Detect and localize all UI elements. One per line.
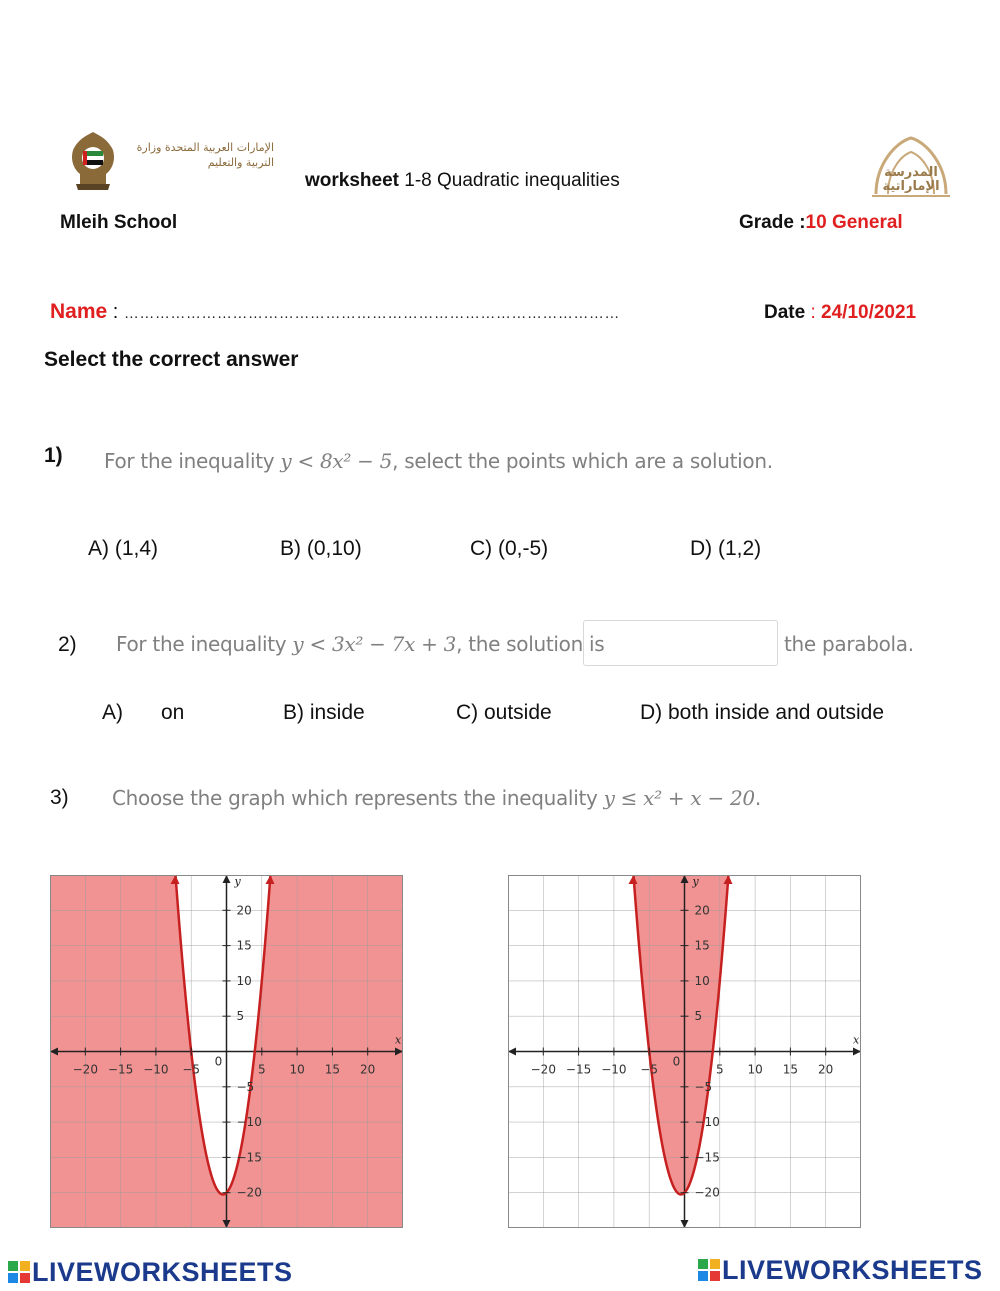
y-tick-label: −10 [694, 1115, 720, 1130]
x-tick-label: 20 [360, 1062, 376, 1077]
grade-field [739, 212, 903, 234]
x-tick-label: −10 [143, 1062, 169, 1077]
q2-option-d[interactable]: D) both inside and outside [640, 701, 884, 724]
y-tick-label: 15 [694, 938, 710, 953]
q3-math: y ≤ x² + x − 20 [603, 786, 755, 810]
q2-text-mid: , the solution is [456, 632, 605, 656]
q2-option-c[interactable]: C) outside [456, 701, 552, 724]
q1-option-d[interactable]: D) (1,2) [690, 537, 762, 560]
q1-option-b[interactable]: B) (0,10) [280, 537, 362, 560]
q2-text-post: the parabola. [784, 632, 914, 656]
y-tick-label: −15 [694, 1150, 720, 1165]
q1-option-c[interactable]: C) (0,-5) [470, 537, 549, 560]
q2-option-a-text[interactable]: on [161, 701, 185, 724]
date-separator: : [805, 302, 822, 323]
y-tick-label: −5 [236, 1079, 255, 1094]
name-line [50, 300, 620, 324]
grade-value: 10 General [805, 212, 903, 233]
liveworksheets-logo-right [698, 1255, 983, 1286]
q3-number: 3) [50, 786, 69, 809]
x-tick-label: 20 [818, 1062, 834, 1077]
q2-math: y < 3x² − 7x + 3 [292, 632, 457, 656]
y-axis-label: y [692, 875, 699, 888]
x-tick-label: −5 [182, 1062, 201, 1077]
uae-emblem [66, 128, 120, 192]
y-tick-label: −15 [236, 1150, 262, 1165]
q1-math: y < 8x² − 5 [280, 449, 393, 473]
y-tick-label: 10 [694, 973, 710, 988]
title-rest: 1-8 Quadratic inequalities [398, 170, 620, 191]
date-field [764, 302, 916, 324]
y-tick-label: 20 [694, 903, 710, 918]
liveworksheets-icon [698, 1259, 720, 1281]
x-axis-label: x [853, 1033, 860, 1047]
x-tick-label: 10 [747, 1062, 763, 1077]
x-tick-label: −5 [640, 1062, 659, 1077]
x-tick-label: −15 [107, 1062, 134, 1077]
x-tick-label: −10 [601, 1062, 627, 1077]
liveworksheets-logo-left [8, 1257, 293, 1288]
title-bold: worksheet [305, 170, 399, 191]
school-name: Mleih School [60, 212, 178, 233]
x-tick-label: 5 [257, 1062, 266, 1077]
y-tick-label: 15 [236, 938, 252, 953]
y-tick-label: −5 [694, 1079, 713, 1094]
logo-right-text: LIVEWORKSHEETS [722, 1255, 983, 1285]
liveworksheets-icon [8, 1261, 30, 1283]
graph-option-inside[interactable] [508, 875, 861, 1228]
y-tick-label: −20 [236, 1185, 262, 1200]
y-tick-label: 5 [236, 1009, 245, 1024]
x-tick-label: 0 [672, 1054, 681, 1069]
logo-left-text: LIVEWORKSHEETS [32, 1257, 293, 1287]
q1-text [104, 449, 773, 473]
school-logo-text: المدرسة الإماراتية [882, 165, 940, 194]
q2-option-b[interactable]: B) inside [283, 701, 365, 724]
q3-text-post: . [754, 786, 761, 810]
q3-text [112, 786, 761, 810]
q2-text-pre: For the inequality [116, 632, 293, 656]
x-tick-label: −20 [72, 1062, 98, 1077]
grade-label: Grade : [739, 212, 806, 233]
x-tick-label: 5 [715, 1062, 724, 1077]
q1-text-pre: For the inequality [104, 449, 281, 473]
x-axis-label: x [395, 1033, 402, 1047]
q2-option-a-letter[interactable]: A) [102, 701, 123, 724]
y-tick-label: −10 [236, 1115, 262, 1130]
q2-text [116, 632, 604, 656]
y-axis-label: y [234, 875, 241, 888]
date-label: Date [764, 302, 806, 323]
name-blank[interactable]: …………………………………………………………………………………… [123, 305, 620, 322]
name-label: Name [50, 300, 108, 323]
x-tick-label: 10 [289, 1062, 305, 1077]
y-tick-label: 5 [694, 1009, 703, 1024]
x-tick-label: 15 [324, 1062, 341, 1077]
y-tick-label: 10 [236, 973, 252, 988]
graph-option-outside[interactable] [50, 875, 403, 1228]
date-value: 24/10/2021 [821, 302, 917, 323]
q1-option-a[interactable]: A) (1,4) [88, 537, 159, 560]
worksheet-title [305, 170, 620, 192]
y-tick-label: −20 [694, 1185, 720, 1200]
y-tick-label: 20 [236, 903, 252, 918]
q1-text-post: , select the points which are a solution. [392, 449, 773, 473]
x-tick-label: 0 [214, 1054, 223, 1069]
x-tick-label: −20 [530, 1062, 556, 1077]
x-tick-label: 15 [782, 1062, 799, 1077]
instruction: Select the correct answer [44, 348, 299, 371]
uae-ministry-text: الإمارات العربية المتحدة وزارة التربية والتعليم [136, 141, 274, 169]
name-separator: : [107, 301, 124, 323]
q2-answer-box[interactable] [583, 620, 778, 666]
emirati-school-logo [866, 134, 956, 204]
q1-number: 1) [44, 444, 63, 467]
x-tick-label: −15 [565, 1062, 592, 1077]
q3-text-pre: Choose the graph which represents the inequality [112, 786, 604, 810]
falcon-emblem-icon [66, 128, 120, 192]
q2-number: 2) [58, 633, 77, 656]
